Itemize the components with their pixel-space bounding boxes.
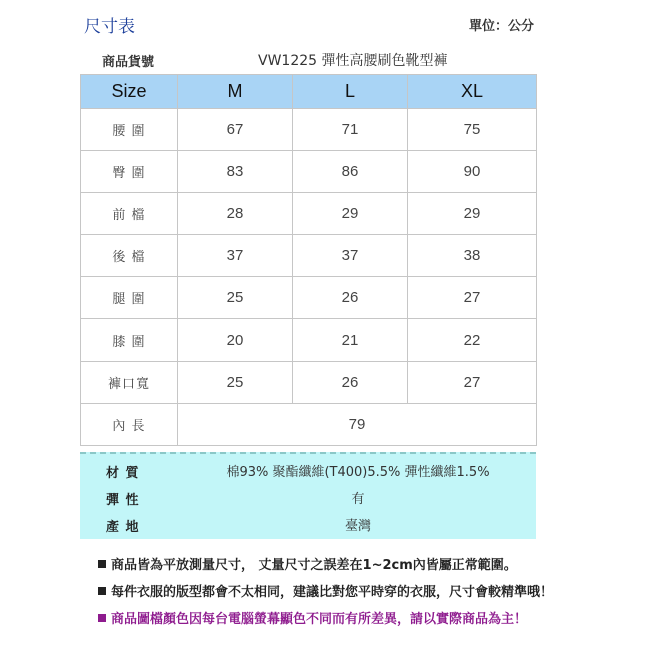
cell-value: 37 [293,235,408,277]
material-label: 材 質 [106,466,140,481]
row-label: 內 長 [81,403,178,445]
cell-value: 38 [408,235,537,277]
table-row [81,361,537,403]
material-row-stretch [80,485,536,511]
table-row [81,151,537,193]
row-label: 前 檔 [81,193,178,235]
column-header-m: M [178,75,293,109]
note-text: 商品圖檔顏色因每台電腦螢幕顯色不同而有所差異，請以實際商品為主！ [111,612,528,627]
cell-value: 29 [293,193,408,235]
table-row-inner-length [81,403,537,445]
note-text: 商品皆為平放測量尺寸， 丈量尺寸之誤差在1~2cm內皆屬正常範圍。 [111,558,517,573]
cell-value: 27 [408,277,537,319]
cell-value: 86 [293,151,408,193]
product-name: VW1225 彈性高腰刷色靴型褲 [258,53,448,69]
size-header-row [81,75,537,109]
stretch-value: 有 [351,492,365,507]
material-info-box [80,452,536,539]
row-label: 後 檔 [81,235,178,277]
cell-value: 67 [178,109,293,151]
product-row [80,49,536,71]
note-item [98,550,553,577]
table-row [81,277,537,319]
inner-length-value: 79 [178,403,537,445]
note-item-highlight [98,604,553,631]
cell-value: 90 [408,151,537,193]
origin-value: 臺灣 [344,519,371,534]
table-row [81,109,537,151]
material-row-fabric [80,458,536,484]
row-label: 膝 圍 [81,319,178,361]
notes-list [98,550,553,631]
table-row [81,193,537,235]
row-label: 腿 圍 [81,277,178,319]
size-table [80,74,537,446]
note-item [98,577,553,604]
cell-value: 22 [408,319,537,361]
cell-value: 25 [178,277,293,319]
cell-value: 21 [293,319,408,361]
row-label: 腰 圍 [81,109,178,151]
cell-value: 28 [178,193,293,235]
square-bullet-icon [98,587,106,595]
column-header-size: Size [81,75,178,109]
origin-label: 產 地 [106,520,140,535]
cell-value: 71 [293,109,408,151]
page-title: 尺寸表 [84,17,135,37]
cell-value: 27 [408,361,537,403]
cell-value: 83 [178,151,293,193]
material-row-origin [80,512,536,538]
row-label: 褲口寬 [81,361,178,403]
cell-value: 75 [408,109,537,151]
column-header-xl: XL [408,75,537,109]
cell-value: 37 [178,235,293,277]
note-text: 每件衣服的版型都會不太相同，建議比對您平時穿的衣服，尺寸會較精準哦！ [111,585,554,600]
square-bullet-icon [98,614,106,622]
column-header-l: L [293,75,408,109]
cell-value: 20 [178,319,293,361]
product-code-label: 商品貨號 [102,55,155,70]
table-row [81,235,537,277]
table-row [81,319,537,361]
cell-value: 26 [293,361,408,403]
cell-value: 25 [178,361,293,403]
row-label: 臀 圍 [81,151,178,193]
unit-label: 單位：公分 [469,19,535,34]
cell-value: 26 [293,277,408,319]
material-value: 棉93% 聚酯纖維(T400)5.5% 彈性纖維1.5% [226,465,490,480]
square-bullet-icon [98,560,106,568]
stretch-label: 彈 性 [106,493,140,508]
cell-value: 29 [408,193,537,235]
